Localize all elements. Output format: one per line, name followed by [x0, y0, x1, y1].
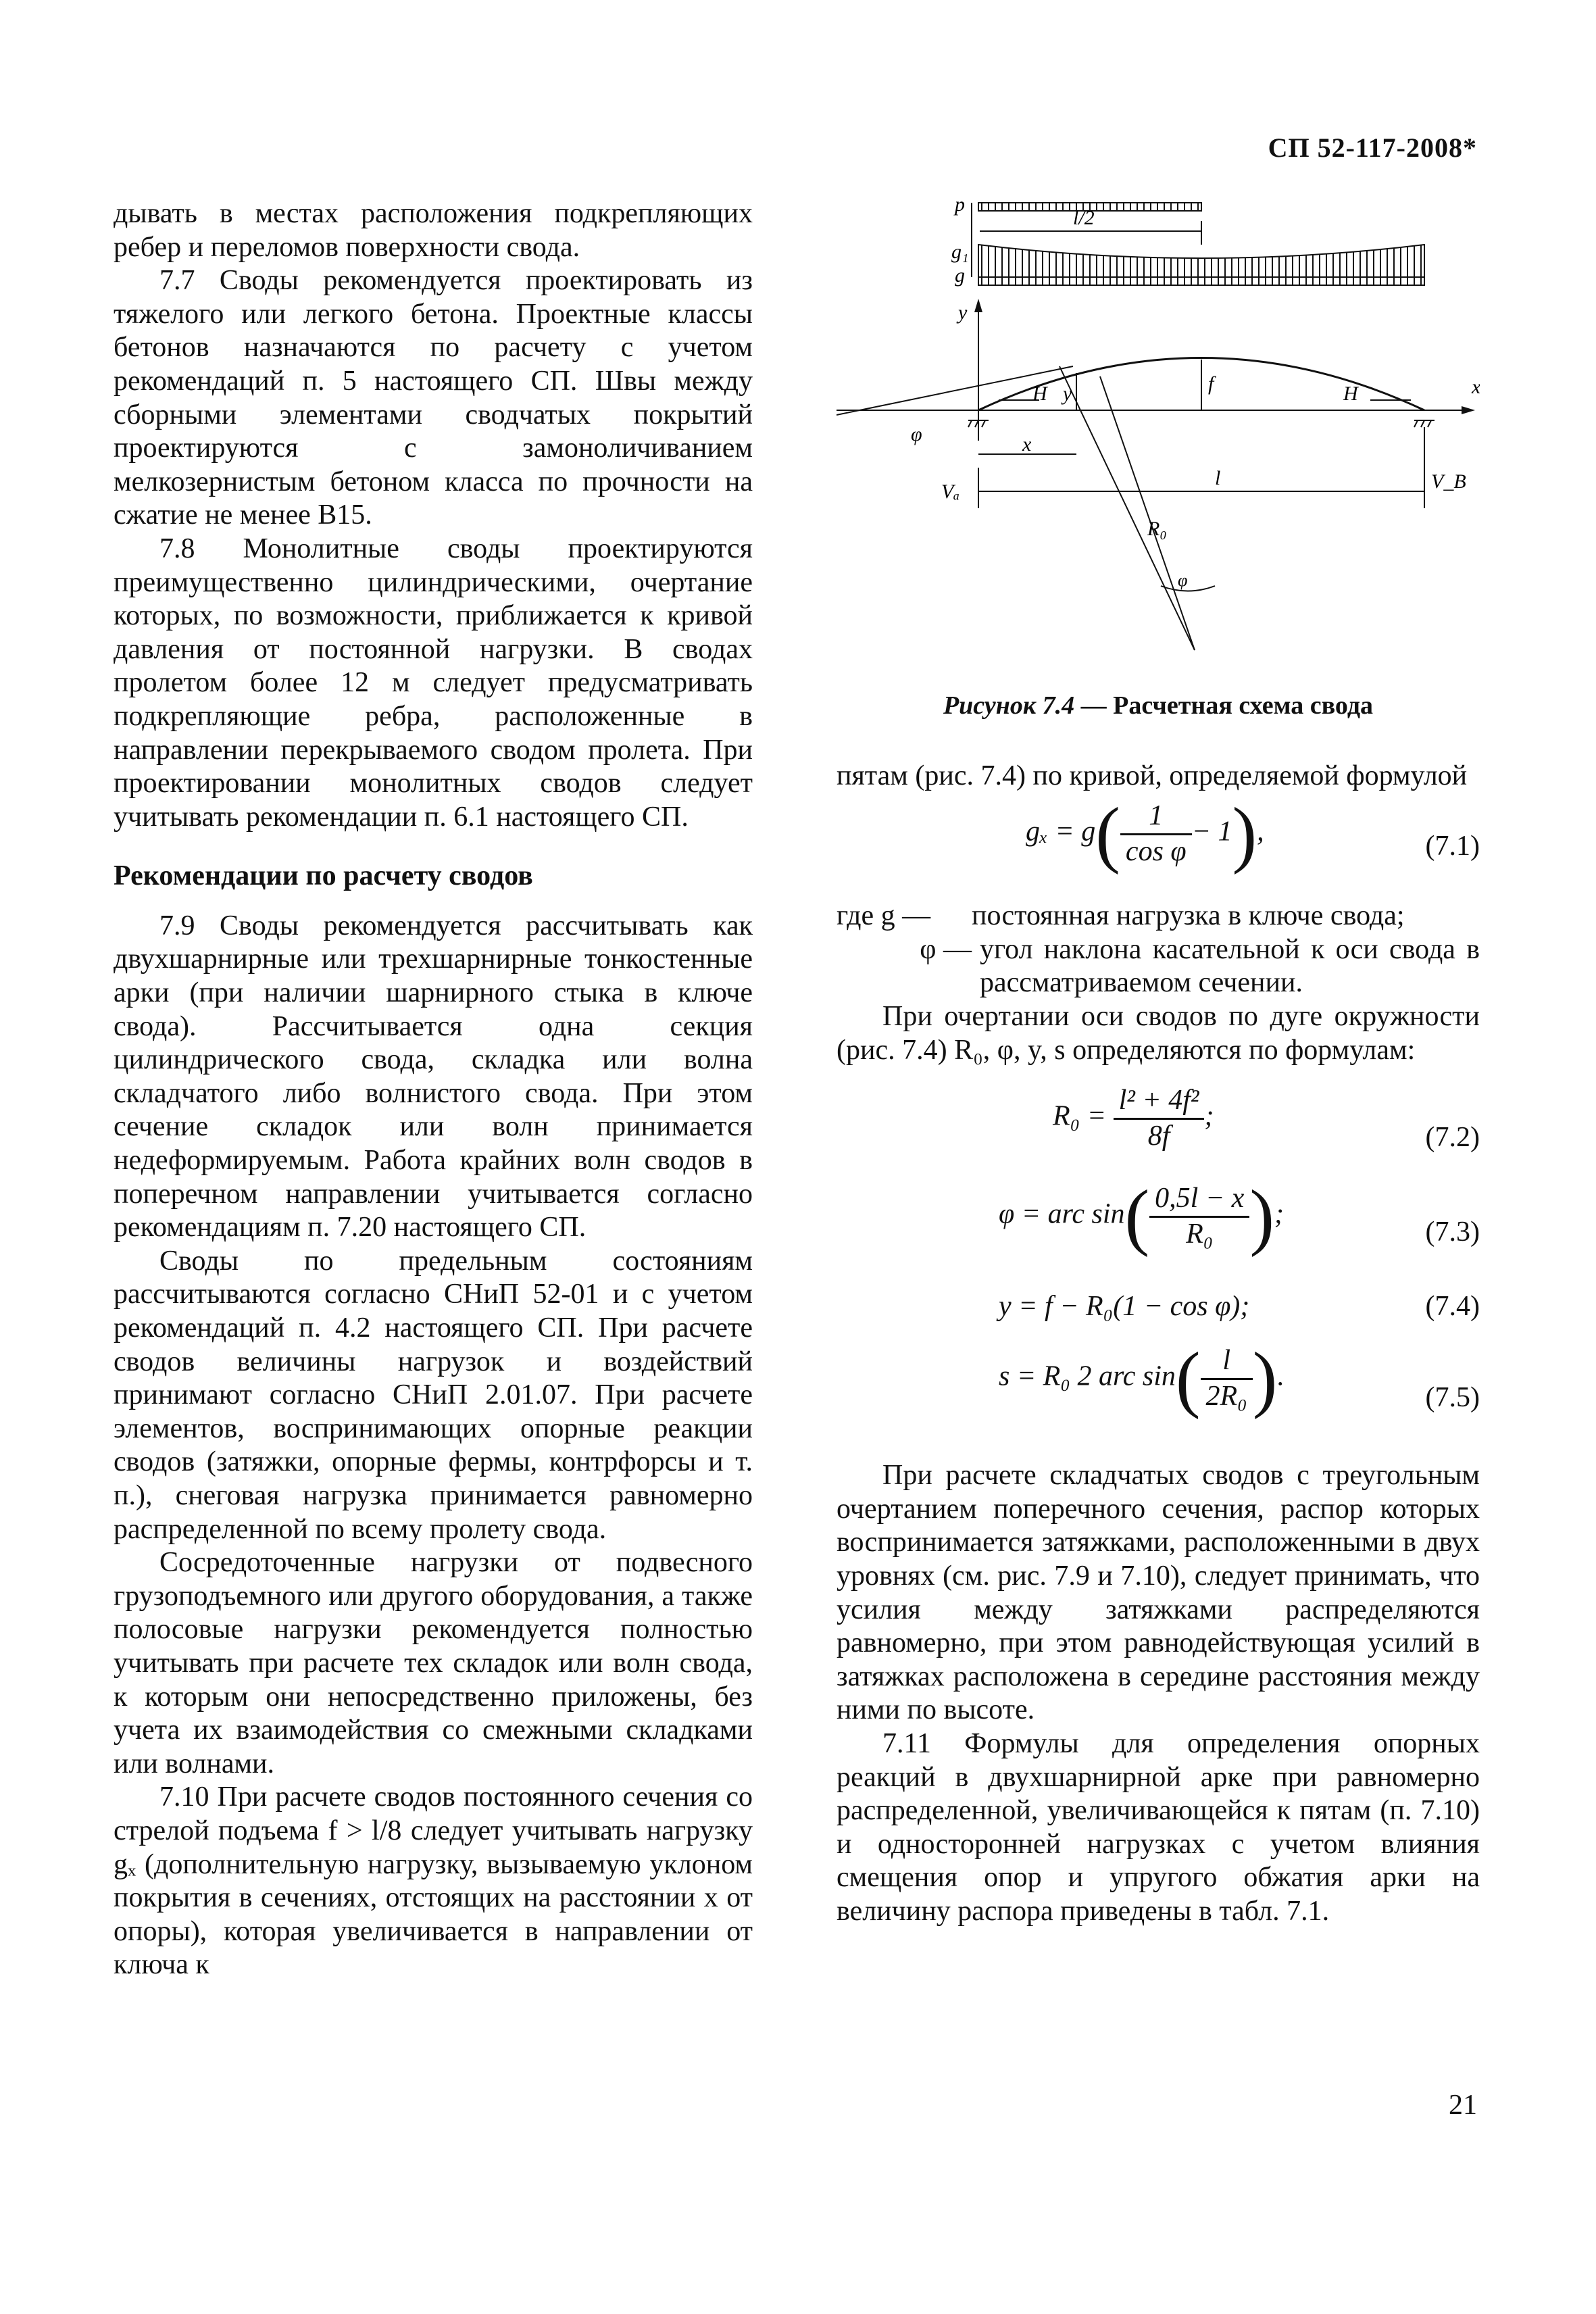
caption-label: Рисунок 7.4 — [943, 691, 1075, 720]
paragraph: пятам (рис. 7.4) по кривой, определяемой формулой — [837, 760, 1468, 791]
label-f: f — [1208, 372, 1214, 395]
caption-text: — Расчетная схема свода — [1074, 691, 1374, 720]
formula-number: (7.2) — [1425, 1122, 1480, 1154]
formula-tail: − 1 — [1191, 816, 1232, 847]
formula-7-5: s = R₀ 2 arc sin( $\frac{l}{\text{2R₀}}$ ). (7.5) — [999, 1337, 1480, 1420]
definition-value: угол наклона касательной к оси свода в рассматриваемом сечении. — [980, 933, 1480, 999]
label-y-small: y — [1063, 383, 1072, 405]
formula-numerator: 0,5l − x — [1149, 1182, 1249, 1218]
formula-numerator: l² + 4f² — [1114, 1084, 1205, 1120]
formula-denominator: 2R₀ — [1205, 1380, 1247, 1412]
figure-caption — [837, 689, 1480, 723]
label-half-l: l/2 — [1073, 207, 1095, 229]
label-H-left: H — [1032, 383, 1047, 405]
formula-lhs: s = R₀ 2 arc sin — [999, 1360, 1176, 1392]
paragraph: При расчете складчатых сводов с треугольным очертанием поперечного сечения, распор которых воспринимается затяжками, расположенными в двух уровнях (см. рис. 7.9 и 7.10), следует принимать, что усилия между затяжками распределяются равномерно, при этом равнодействующая усилий в затяжках расположена в середине расстояния между ними по высоте. — [837, 1460, 1480, 1726]
label-phi-left: φ — [911, 423, 922, 445]
paragraph: дывать в местах расположения подкрепляющих ребер и переломов поверхности свода. — [114, 198, 753, 263]
load-g1-diagram — [978, 245, 1424, 277]
formula-lhs: φ = arc sin — [999, 1198, 1125, 1230]
paragraph: Сосредоточенные нагрузки от подвесного грузоподъемного или другого оборудования, а также полосовые нагрузки рекомендуется полностью учитывать при расчете тех складок или волн свода, к которым они непосредственно приложены, без учета их взаимодействия со смежными складками или волнами. — [114, 1547, 753, 1779]
formula-end: ; — [1274, 1198, 1284, 1230]
page-number: 21 — [1449, 2090, 1477, 2121]
figure-7-4 — [837, 197, 1480, 684]
formula-7-4 — [837, 1283, 1480, 1344]
formula-number: (7.1) — [1425, 831, 1480, 862]
label-y-axis: y — [958, 301, 968, 324]
formula-lhs: gₓ = g — [1026, 816, 1096, 847]
formula-number: (7.4) — [1425, 1291, 1480, 1323]
arch-diagram — [837, 197, 1480, 684]
formula-lhs: R₀ = — [1053, 1100, 1107, 1132]
formula-denominator: cos φ — [1125, 835, 1187, 867]
formula-denominator: R₀ — [1186, 1218, 1214, 1250]
label-p: p — [955, 197, 965, 216]
label-VB: V_B — [1431, 470, 1466, 493]
document-code: СП 52-117-2008* — [1268, 132, 1477, 163]
formula-end: ; — [1204, 1100, 1214, 1132]
formula-7-1: gₓ = g( $\frac{1}{\text{cos φ}}$ − 1), (7.1) — [1026, 792, 1480, 875]
label-x-dim: x — [1022, 433, 1032, 456]
formula-numerator: 1 — [1120, 799, 1192, 835]
paragraph: Своды по предельным состояниям рассчитываются согласно СНиП 52-01 и с учетом рекомендаций п. 4.2 настоящего СП. При расчете сводов величины нагрузок и воздействий принимают согласно СНиП 2.01.07. При расчете элементов, воспринимающих опорные реакции сводов (затяжки, опорные фермы, контрфорсы и т. п.), снеговая нагрузка принимается равномерно распределенной по всему пролету свода. — [114, 1245, 753, 1545]
label-phi-bottom: φ — [1178, 570, 1188, 590]
label-x-axis: x — [1472, 376, 1480, 398]
formula-number: (7.5) — [1425, 1382, 1480, 1414]
definition-value: постоянная нагрузка в ключе свода; — [972, 900, 1405, 932]
formula-denominator: 8f — [1147, 1120, 1170, 1152]
section-heading: Рекомендации по расчету сводов — [114, 860, 533, 892]
formula-numerator: l — [1201, 1344, 1253, 1380]
right-column — [837, 197, 1480, 1928]
label-g: g — [955, 264, 965, 287]
label-l-dim: l — [1215, 467, 1221, 489]
label-H-right: H — [1343, 383, 1358, 405]
radius-line — [1059, 366, 1195, 650]
definitions-list — [837, 900, 1480, 1000]
definition-key: где g — — [837, 900, 931, 932]
label-g1: g₁ — [951, 241, 969, 263]
formula-number: (7.3) — [1425, 1216, 1480, 1248]
formula-7-3: φ = arc sin( $\frac{0,5l - x}{\text{R₀}}$ ); (7.3) — [999, 1175, 1480, 1258]
paragraph-7-10: 7.10 При расчете сводов постоянного сечения со стрелой подъема f > l/8 следует учитывать нагрузку gₓ (дополнительную нагрузку, вызываемую уклоном покрытия в сечениях, отстоящих на расстоянии x от опоры), которая увеличивается в направлении от ключа к — [114, 1781, 753, 1981]
load-g-strip — [978, 277, 1424, 285]
formula-7-2 — [837, 1067, 1480, 1182]
paragraph-7-7: 7.7 Своды рекомендуется проектировать из тяжелого или легкого бетона. Проектные классы бетонов назначаются по расчету с учетом рекомендаций п. 5 настоящего СП. Швы между сборными элементами сводчатых покрытий проектируются с замоноличиванием мелкозернистым бетоном класса по прочности на сжатие не менее В15. — [114, 265, 753, 531]
formula-end: , — [1257, 816, 1264, 847]
label-VA: Vₐ — [941, 481, 960, 503]
left-column — [114, 197, 753, 1982]
paragraph-7-8: 7.8 Монолитные своды проектируются преимущественно цилиндрическими, очертание которых, по возможности, приближается к кривой давления от постоянной нагрузки. В сводах пролетом более 12 м следует предусматривать подкрепляющие ребра, расположенные в направлении перекрываемого сводом пролета. При проектировании монолитных сводов следует учитывать рекомендации п. 6.1 настоящего СП. — [114, 533, 753, 833]
formula-end: . — [1277, 1360, 1285, 1392]
paragraph: При очертании оси сводов по дуге окружности (рис. 7.4) R₀, φ, y, s определяются по формулам: — [837, 1000, 1480, 1066]
definition-key: φ — — [920, 933, 972, 965]
paragraph-7-11: 7.11 Формулы для определения опорных реакций в двухшарнирной арке при равномерно распределенной, увеличивающейся к пятам (п. 7.10) и односторонней нагрузках с учетом влияния смещения опор и упругого обжатия арки на величину распора приведены в табл. 7.1. — [837, 1727, 1480, 1927]
paragraph-7-9: 7.9 Своды рекомендуется рассчитывать как двухшарнирные или трехшарнирные тонкостенные арки (при наличии шарнирного стыка в ключе свода). Рассчитывается одна секция цилиндрического свода, складка или волна складчатого либо волнистого свода. При этом сечение складок или волн принимается недеформируемым. Работа крайних волн сводов в поперечном направлении учитывается согласно рекомендациям п. 7.20 настоящего СП. — [114, 910, 753, 1244]
label-R0: R₀ — [1147, 518, 1167, 540]
formula-expression: y = f − R₀(1 − cos φ); — [999, 1291, 1250, 1323]
